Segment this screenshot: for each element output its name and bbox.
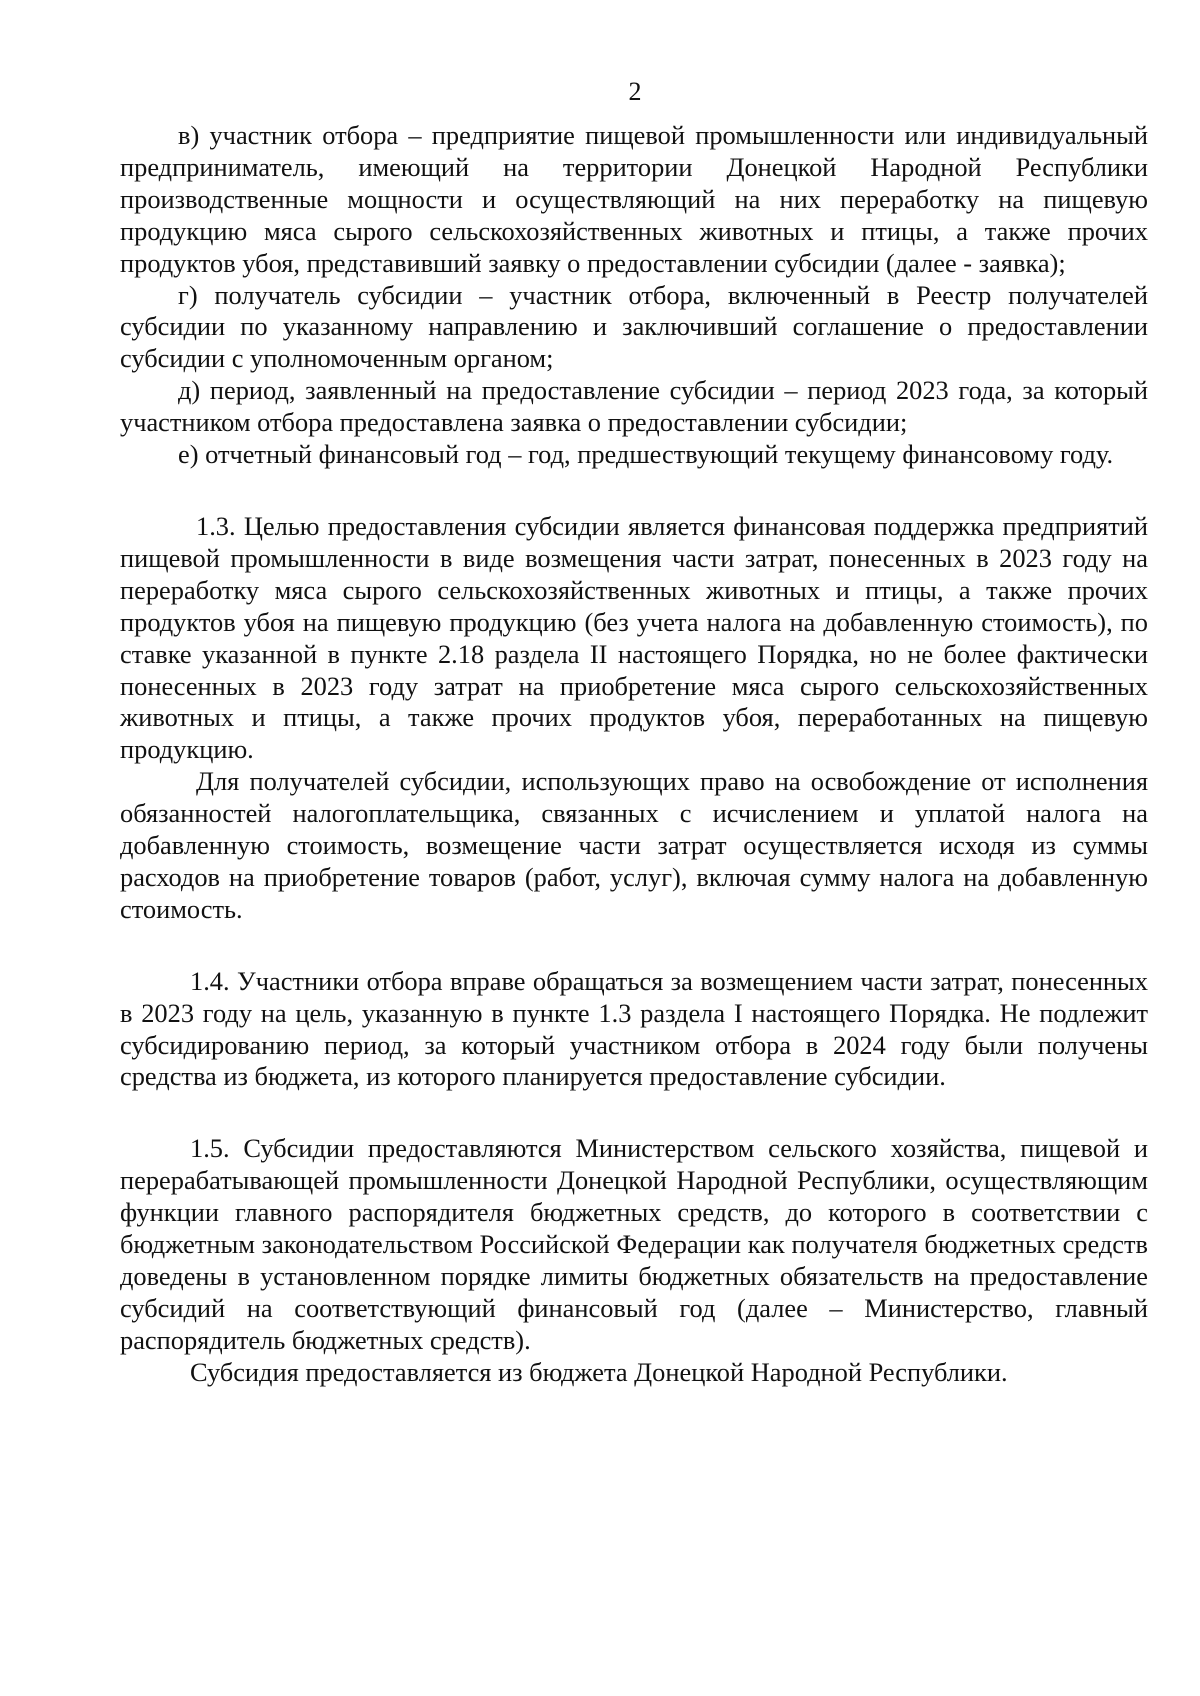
paragraph-1-5-budget: Субсидия предоставляется из бюджета Донецкой Народной Республики. xyxy=(190,1356,1008,1387)
paragraph-spacer xyxy=(120,1093,1148,1133)
document-body xyxy=(120,120,1148,1389)
paragraph-item-v: в) участник отбора – предприятие пищевой промышленности или индивидуальный предприниматель, имеющий на территории Донецкой Народной Республики производственные мощности и осуществляющий на них переработку на пищевую продукцию мяса сырого сельскохозяйственных животных и птицы, а также прочих продуктов убоя, представивший заявку о предоставлении субсидии (далее - заявка); xyxy=(120,120,1148,278)
paragraph-1-4: 1.4. Участники отбора вправе обращаться за возмещением части затрат, понесенных в 2023 году на цель, указанную в пункте 1.3 раздела I настоящего Порядка. Не подлежит субсидированию период, за который участником отбора в 2024 году были получены средства из бюджета, из которого планируется предоставление субсидии. xyxy=(120,965,1148,1092)
paragraph-item-d: д) период, заявленный на предоставление субсидии – период 2023 года, за который участником отбора предоставлена заявка о предоставлении субсидии; xyxy=(120,375,1148,438)
paragraph-1-3: 1.3. Целью предоставления субсидии является финансовая поддержка предприятий пищевой промышленности в виде возмещения части затрат, понесенных в 2023 году на переработку мяса сырого сельскохозяйственных животных и птицы, а также прочих продуктов убоя на пищевую продукцию (без учета налога на добавленную стоимость), по ставке указанной в пункте 2.18 раздела II настоящего Порядка, но не более фактически понесенных в 2023 году затрат на приобретение мяса сырого сельскохозяйственных животных и птицы, а также прочих продуктов убоя, переработанных на пищевую продукцию. xyxy=(120,510,1148,765)
paragraph-spacer xyxy=(120,471,1148,511)
paragraph-1-3-vat: Для получателей субсидии, использующих право на освобождение от исполнения обязанностей налогоплательщика, связанных с исчислением и уплатой налога на добавленную стоимость, возмещение части затрат осуществляется исходя из суммы расходов на приобретение товаров (работ, услуг), включая сумму налога на добавленную стоимость. xyxy=(120,766,1148,924)
page-number: 2 xyxy=(628,77,642,106)
paragraph-item-e: е) отчетный финансовый год – год, предшествующий текущему финансовому году. xyxy=(178,439,1114,470)
paragraph-spacer xyxy=(120,926,1148,966)
paragraph-item-g: г) получатель субсидии – участник отбора, включенный в Реестр получателей субсидии по указанному направлению и заключивший соглашение о предоставлении субсидии с уполномоченным органом; xyxy=(120,279,1148,374)
paragraph-1-5: 1.5. Субсидии предоставляются Министерством сельского хозяйства, пищевой и перерабатывающей промышленности Донецкой Народной Республики, осуществляющим функции главного распорядителя бюджетных средств, до которого в соответствии с бюджетным законодательством Российской Федерации как получателя бюджетных средств доведены в установленном порядке лимиты бюджетных обязательств на предоставление субсидий на соответствующий финансовый год (далее – Министерство, главный распорядитель бюджетных средств). xyxy=(120,1133,1148,1355)
